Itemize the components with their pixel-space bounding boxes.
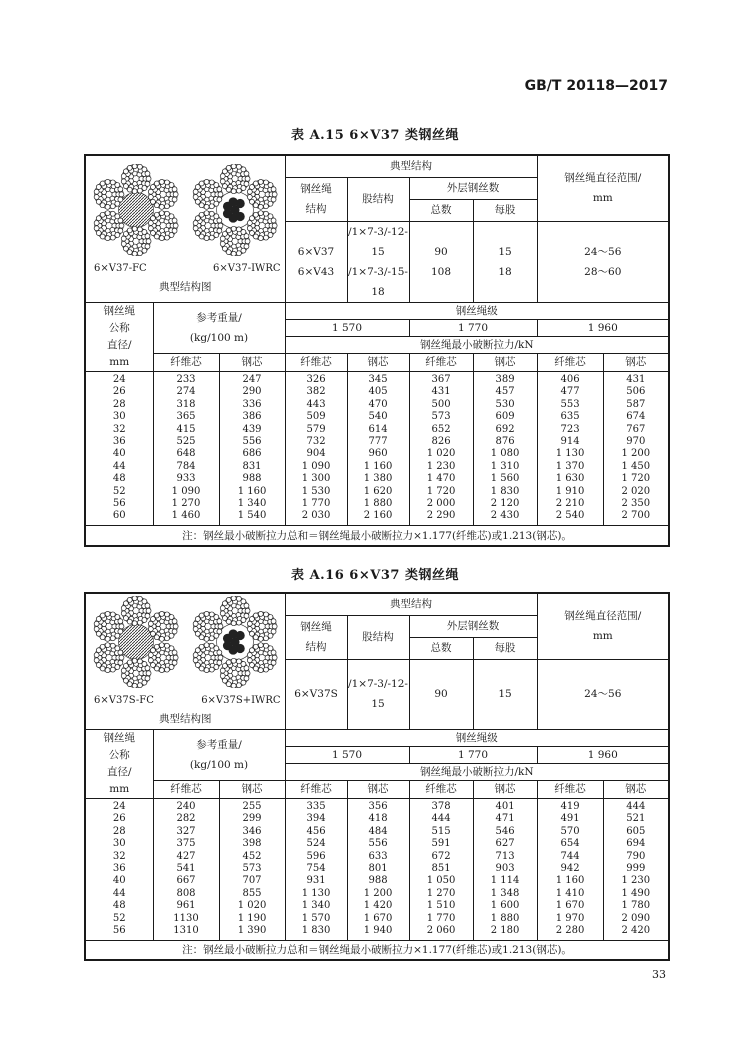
- cell-value: 52: [112, 485, 126, 497]
- cell-value: 1 114: [490, 875, 520, 887]
- cell-value: 1 020: [426, 448, 456, 460]
- cell-value: 56: [112, 498, 126, 510]
- cell-value: 1 390: [237, 925, 267, 937]
- cell-value: 1 130: [555, 448, 585, 460]
- cell-value: 255: [242, 800, 262, 812]
- cell-value: 36: [112, 862, 126, 874]
- cell-value: 2 210: [555, 498, 585, 510]
- data-column-6: [473, 798, 537, 940]
- steel-core-header: 钢芯: [473, 781, 537, 798]
- cell-value: 627: [495, 838, 515, 850]
- cell-value: 470: [368, 398, 388, 410]
- cell-value: 961: [176, 900, 196, 912]
- cell-value: 515: [431, 825, 451, 837]
- fiber-core-header: 纤维芯: [409, 354, 473, 371]
- cell-value: 1 510: [426, 900, 456, 912]
- diameter-range-header: 钢丝绳直径范围/ mm: [537, 155, 669, 221]
- cell-value: 1 090: [301, 460, 331, 472]
- cell-value: 2 160: [363, 510, 393, 522]
- cell-value: 452: [242, 850, 262, 862]
- cell-value: 2 000: [426, 498, 456, 510]
- per-strand-header: 每股: [473, 199, 537, 221]
- cell-value: 831: [242, 460, 262, 472]
- cell-value: 2 290: [426, 510, 456, 522]
- image-label-iwrc: 6×V37S+IWRC: [201, 695, 281, 707]
- cell-value: 876: [495, 435, 515, 447]
- cell-value: 1 300: [301, 473, 331, 485]
- data-column-7: [537, 371, 603, 526]
- rope-structure-header: 钢丝绳 结构: [285, 615, 347, 659]
- cell-value: 1 160: [363, 460, 393, 472]
- cell-value: 1 770: [426, 912, 456, 924]
- page-number: 33: [652, 968, 666, 981]
- cell-value: 1 340: [237, 498, 267, 510]
- outer-wire-header: 外层钢丝数: [409, 615, 537, 637]
- cell-value: 851: [431, 862, 451, 874]
- cell-value: 318: [176, 398, 196, 410]
- cell-value: 1 490: [621, 887, 651, 899]
- cell-value: 405: [368, 386, 388, 398]
- cell-value: 2 280: [555, 925, 585, 937]
- cell-value: 1 720: [426, 485, 456, 497]
- cell-value: 587: [626, 398, 646, 410]
- total-wire-values: 90: [409, 659, 473, 729]
- cell-value: 1 410: [555, 887, 585, 899]
- cell-value: 525: [176, 435, 196, 447]
- cell-value: 674: [626, 411, 646, 423]
- cell-value: 988: [368, 875, 388, 887]
- cell-value: 667: [176, 875, 196, 887]
- cell-value: 2 030: [301, 510, 331, 522]
- cell-value: 914: [560, 435, 580, 447]
- cell-value: 471: [495, 813, 515, 825]
- cell-value: 1 830: [490, 485, 520, 497]
- diameter-range-header: 钢丝绳直径范围/ mm: [537, 593, 669, 659]
- grade-2: 1 770: [409, 319, 537, 336]
- cell-value: 1 880: [490, 912, 520, 924]
- cell-value: 418: [368, 813, 388, 825]
- cell-value: 524: [306, 838, 326, 850]
- cell-value: 1 780: [621, 900, 651, 912]
- cell-value: 56: [112, 925, 126, 937]
- data-column-3: [285, 371, 347, 526]
- cell-value: 44: [112, 887, 126, 899]
- cell-value: 439: [242, 423, 262, 435]
- fiber-core-header: 纤维芯: [153, 781, 219, 798]
- steel-core-header: 钢芯: [347, 781, 409, 798]
- cell-value: 233: [176, 373, 196, 385]
- cell-value: 52: [112, 912, 126, 924]
- cell-value: 784: [176, 460, 196, 472]
- breaking-force-header: 钢丝绳最小破断拉力/kN: [285, 337, 669, 354]
- cell-value: 509: [306, 411, 326, 423]
- cell-value: 754: [306, 862, 326, 874]
- cell-value: 903: [495, 862, 515, 874]
- grade-3: 1 960: [537, 319, 669, 336]
- cell-value: 713: [495, 850, 515, 862]
- data-column-3: [285, 798, 347, 940]
- image-caption: 典型结构图: [159, 280, 212, 293]
- cell-value: 2 700: [621, 510, 651, 522]
- cell-value: 28: [112, 398, 126, 410]
- cell-value: 767: [626, 423, 646, 435]
- cell-value: 1 620: [363, 485, 393, 497]
- cell-value: 2 420: [621, 925, 651, 937]
- cell-value: 28: [112, 825, 126, 837]
- cell-value: 1 190: [237, 912, 267, 924]
- cell-value: 299: [242, 813, 262, 825]
- cell-value: 570: [560, 825, 580, 837]
- rope-cross-section-icon: [189, 164, 281, 256]
- cell-value: 1 670: [363, 912, 393, 924]
- cell-value: 346: [242, 825, 262, 837]
- cell-value: 1 130: [301, 887, 331, 899]
- cell-value: 2 540: [555, 510, 585, 522]
- cell-value: 1 420: [363, 900, 393, 912]
- cell-value: 1 880: [363, 498, 393, 510]
- cell-value: 1 720: [621, 473, 651, 485]
- data-column-1: [153, 798, 219, 940]
- cell-value: 240: [176, 800, 196, 812]
- cell-value: 456: [306, 825, 326, 837]
- structure-diagram-cell: [85, 155, 285, 302]
- cell-value: 707: [242, 875, 262, 887]
- cell-value: 60: [112, 510, 126, 522]
- cell-value: 1 970: [555, 912, 585, 924]
- reference-weight-header: 参考重量/ (kg/100 m): [153, 302, 285, 354]
- cell-value: 290: [242, 386, 262, 398]
- cell-value: 500: [431, 398, 451, 410]
- grade-2: 1 770: [409, 746, 537, 763]
- cell-value: 1 310: [490, 460, 520, 472]
- cell-value: 274: [176, 386, 196, 398]
- cell-value: 942: [560, 862, 580, 874]
- cell-value: 692: [495, 423, 515, 435]
- cell-value: 32: [112, 850, 126, 862]
- cell-value: 457: [495, 386, 515, 398]
- cell-value: 48: [112, 473, 126, 485]
- cell-value: 732: [306, 435, 326, 447]
- cell-value: 367: [431, 373, 451, 385]
- grade-3: 1 960: [537, 746, 669, 763]
- per-strand-values: 15: [473, 659, 537, 729]
- cell-value: 1 080: [490, 448, 520, 460]
- cell-value: 694: [626, 838, 646, 850]
- cell-value: 378: [431, 800, 451, 812]
- cell-value: 579: [306, 423, 326, 435]
- fiber-core-header: 纤维芯: [285, 781, 347, 798]
- steel-core-header: 钢芯: [347, 354, 409, 371]
- total-wire-header: 总数: [409, 199, 473, 221]
- nominal-diameter-header: 钢丝绳 公称 直径/ mm: [85, 302, 153, 371]
- cell-value: 1 050: [426, 875, 456, 887]
- diameter-range-values: 24～56: [537, 659, 669, 729]
- table-a16: [84, 592, 670, 961]
- cell-value: 1 370: [555, 460, 585, 472]
- rope-cross-section-icon: [90, 164, 182, 256]
- cell-value: 2 180: [490, 925, 520, 937]
- image-caption: 典型结构图: [159, 713, 212, 726]
- cell-value: 1 770: [301, 498, 331, 510]
- cell-value: 24: [112, 800, 126, 812]
- table-note: 注：钢丝最小破断拉力总和＝钢丝绳最小破断拉力×1.177(纤维芯)或1.213(钢芯)。: [85, 526, 669, 546]
- cell-value: 419: [560, 800, 580, 812]
- grade-1: 1 570: [285, 319, 409, 336]
- cell-value: 1 200: [363, 887, 393, 899]
- standard-code: GB/T 20118—2017: [524, 78, 668, 94]
- cell-value: 931: [306, 875, 326, 887]
- cell-value: 556: [368, 838, 388, 850]
- cell-value: 648: [176, 448, 196, 460]
- grade-header: 钢丝绳级: [285, 729, 669, 746]
- cell-value: 375: [176, 838, 196, 850]
- cell-value: 904: [306, 448, 326, 460]
- table-a16-caption: 表 A.16 6×V37 类钢丝绳: [291, 568, 459, 583]
- cell-value: 855: [242, 887, 262, 899]
- typical-structure-header: 典型结构: [285, 593, 537, 615]
- cell-value: 1 460: [171, 510, 201, 522]
- data-column-7: [537, 798, 603, 940]
- fiber-core-header: 纤维芯: [153, 354, 219, 371]
- rope-cross-section-icon: [90, 596, 182, 688]
- cell-value: 1 530: [301, 485, 331, 497]
- data-column-6: [473, 371, 537, 526]
- per-strand-values: 15 18: [473, 221, 537, 302]
- cell-value: 1 670: [555, 900, 585, 912]
- reference-weight-header: 参考重量/ (kg/100 m): [153, 729, 285, 781]
- grade-header: 钢丝绳级: [285, 302, 669, 319]
- cell-value: 1 560: [490, 473, 520, 485]
- image-label-iwrc: 6×V37-IWRC: [213, 262, 281, 274]
- cell-value: 1 160: [237, 485, 267, 497]
- cell-value: 443: [306, 398, 326, 410]
- data-column-1: [153, 371, 219, 526]
- cell-value: 40: [112, 448, 126, 460]
- cell-value: 431: [431, 386, 451, 398]
- data-column-0: [85, 798, 153, 940]
- cell-value: 415: [176, 423, 196, 435]
- data-column-4: [347, 371, 409, 526]
- cell-value: 1 630: [555, 473, 585, 485]
- cell-value: 573: [242, 862, 262, 874]
- cell-value: 282: [176, 813, 196, 825]
- structure-diagram-cell: [85, 593, 285, 729]
- cell-value: 777: [368, 435, 388, 447]
- cell-value: 382: [306, 386, 326, 398]
- steel-core-header: 钢芯: [473, 354, 537, 371]
- cell-value: 605: [626, 825, 646, 837]
- cell-value: 336: [242, 398, 262, 410]
- data-column-5: [409, 371, 473, 526]
- breaking-force-header: 钢丝绳最小破断拉力/kN: [285, 764, 669, 781]
- cell-value: 1 910: [555, 485, 585, 497]
- cell-value: 723: [560, 423, 580, 435]
- cell-value: 609: [495, 411, 515, 423]
- strand-structure-header: 股结构: [347, 177, 409, 221]
- cell-value: 36: [112, 435, 126, 447]
- cell-value: 988: [242, 473, 262, 485]
- data-column-4: [347, 798, 409, 940]
- cell-value: 40: [112, 875, 126, 887]
- cell-value: 1 380: [363, 473, 393, 485]
- cell-value: 386: [242, 411, 262, 423]
- cell-value: 2 020: [621, 485, 651, 497]
- steel-core-header: 钢芯: [219, 781, 285, 798]
- cell-value: 1 830: [301, 925, 331, 937]
- cell-value: 540: [368, 411, 388, 423]
- cell-value: 484: [368, 825, 388, 837]
- rope-cross-section-icon: [189, 596, 281, 688]
- cell-value: 999: [626, 862, 646, 874]
- cell-value: 596: [306, 850, 326, 862]
- cell-value: 26: [112, 813, 126, 825]
- cell-value: 1 340: [301, 900, 331, 912]
- cell-value: 808: [176, 887, 196, 899]
- data-column-2: [219, 798, 285, 940]
- cell-value: 1 450: [621, 460, 651, 472]
- cell-value: 591: [431, 838, 451, 850]
- cell-value: 389: [495, 373, 515, 385]
- cell-value: 30: [112, 411, 126, 423]
- cell-value: 686: [242, 448, 262, 460]
- cell-value: 1 200: [621, 448, 651, 460]
- cell-value: 2 060: [426, 925, 456, 937]
- grade-1: 1 570: [285, 746, 409, 763]
- cell-value: 444: [626, 800, 646, 812]
- cell-value: 1130: [173, 912, 199, 924]
- cell-value: 2 430: [490, 510, 520, 522]
- strand-structure-values: /1×7-3/-12-15 /1×7-3/-15-18: [347, 221, 409, 302]
- image-label-fc: 6×V37-FC: [94, 262, 147, 274]
- cell-value: 1310: [173, 925, 199, 937]
- outer-wire-header: 外层钢丝数: [409, 177, 537, 199]
- cell-value: 32: [112, 423, 126, 435]
- fiber-core-header: 纤维芯: [285, 354, 347, 371]
- cell-value: 30: [112, 838, 126, 850]
- fiber-core-header: 纤维芯: [409, 781, 473, 798]
- cell-value: 530: [495, 398, 515, 410]
- cell-value: 633: [368, 850, 388, 862]
- rope-structure-header: 钢丝绳 结构: [285, 177, 347, 221]
- cell-value: 614: [368, 423, 388, 435]
- cell-value: 546: [495, 825, 515, 837]
- image-label-fc: 6×V37S-FC: [94, 695, 154, 707]
- nominal-diameter-header: 钢丝绳 公称 直径/ mm: [85, 729, 153, 798]
- cell-value: 553: [560, 398, 580, 410]
- cell-value: 960: [368, 448, 388, 460]
- cell-value: 1 600: [490, 900, 520, 912]
- cell-value: 2 120: [490, 498, 520, 510]
- strand-structure-header: 股结构: [347, 615, 409, 659]
- diameter-range-values: 24～56 28～60: [537, 221, 669, 302]
- cell-value: 654: [560, 838, 580, 850]
- data-column-8: [603, 798, 669, 940]
- cell-value: 1 160: [555, 875, 585, 887]
- cell-value: 48: [112, 900, 126, 912]
- cell-value: 365: [176, 411, 196, 423]
- cell-value: 356: [368, 800, 388, 812]
- cell-value: 394: [306, 813, 326, 825]
- data-column-8: [603, 371, 669, 526]
- cell-value: 573: [431, 411, 451, 423]
- cell-value: 406: [560, 373, 580, 385]
- cell-value: 327: [176, 825, 196, 837]
- cell-value: 1 230: [621, 875, 651, 887]
- data-column-5: [409, 798, 473, 940]
- data-column-0: [85, 371, 153, 526]
- cell-value: 933: [176, 473, 196, 485]
- cell-value: 24: [112, 373, 126, 385]
- cell-value: 801: [368, 862, 388, 874]
- cell-value: 1 470: [426, 473, 456, 485]
- cell-value: 1 540: [237, 510, 267, 522]
- cell-value: 744: [560, 850, 580, 862]
- cell-value: 635: [560, 411, 580, 423]
- cell-value: 2 350: [621, 498, 651, 510]
- cell-value: 444: [431, 813, 451, 825]
- cell-value: 345: [368, 373, 388, 385]
- cell-value: 401: [495, 800, 515, 812]
- cell-value: 26: [112, 386, 126, 398]
- cell-value: 247: [242, 373, 262, 385]
- cell-value: 970: [626, 435, 646, 447]
- cell-value: 826: [431, 435, 451, 447]
- cell-value: 335: [306, 800, 326, 812]
- steel-core-header: 钢芯: [603, 781, 669, 798]
- cell-value: 790: [626, 850, 646, 862]
- cell-value: 1 270: [171, 498, 201, 510]
- cell-value: 398: [242, 838, 262, 850]
- strand-structure-values: /1×7-3/-12-15: [347, 659, 409, 729]
- cell-value: 1 230: [426, 460, 456, 472]
- table-a15-caption: 表 A.15 6×V37 类钢丝绳: [291, 128, 459, 143]
- fiber-core-header: 纤维芯: [537, 781, 603, 798]
- cell-value: 1 348: [490, 887, 520, 899]
- rope-structure-values: 6×V37S: [285, 659, 347, 729]
- cell-value: 506: [626, 386, 646, 398]
- table-a15: [84, 154, 670, 547]
- cell-value: 326: [306, 373, 326, 385]
- cell-value: 2 090: [621, 912, 651, 924]
- cell-value: 1 090: [171, 485, 201, 497]
- cell-value: 652: [431, 423, 451, 435]
- steel-core-header: 钢芯: [219, 354, 285, 371]
- total-wire-header: 总数: [409, 637, 473, 659]
- cell-value: 431: [626, 373, 646, 385]
- total-wire-values: 90 108: [409, 221, 473, 302]
- per-strand-header: 每股: [473, 637, 537, 659]
- cell-value: 427: [176, 850, 196, 862]
- cell-value: 556: [242, 435, 262, 447]
- table-note: 注：钢丝最小破断拉力总和＝钢丝绳最小破断拉力×1.177(纤维芯)或1.213(钢芯)。: [85, 940, 669, 960]
- rope-structure-values: 6×V37 6×V43: [285, 221, 347, 302]
- steel-core-header: 钢芯: [603, 354, 669, 371]
- cell-value: 477: [560, 386, 580, 398]
- cell-value: 672: [431, 850, 451, 862]
- cell-value: 1 570: [301, 912, 331, 924]
- cell-value: 44: [112, 460, 126, 472]
- cell-value: 521: [626, 813, 646, 825]
- cell-value: 1 940: [363, 925, 393, 937]
- cell-value: 491: [560, 813, 580, 825]
- fiber-core-header: 纤维芯: [537, 354, 603, 371]
- cell-value: 1 020: [237, 900, 267, 912]
- cell-value: 1 270: [426, 887, 456, 899]
- cell-value: 541: [176, 862, 196, 874]
- data-column-2: [219, 371, 285, 526]
- typical-structure-header: 典型结构: [285, 155, 537, 177]
